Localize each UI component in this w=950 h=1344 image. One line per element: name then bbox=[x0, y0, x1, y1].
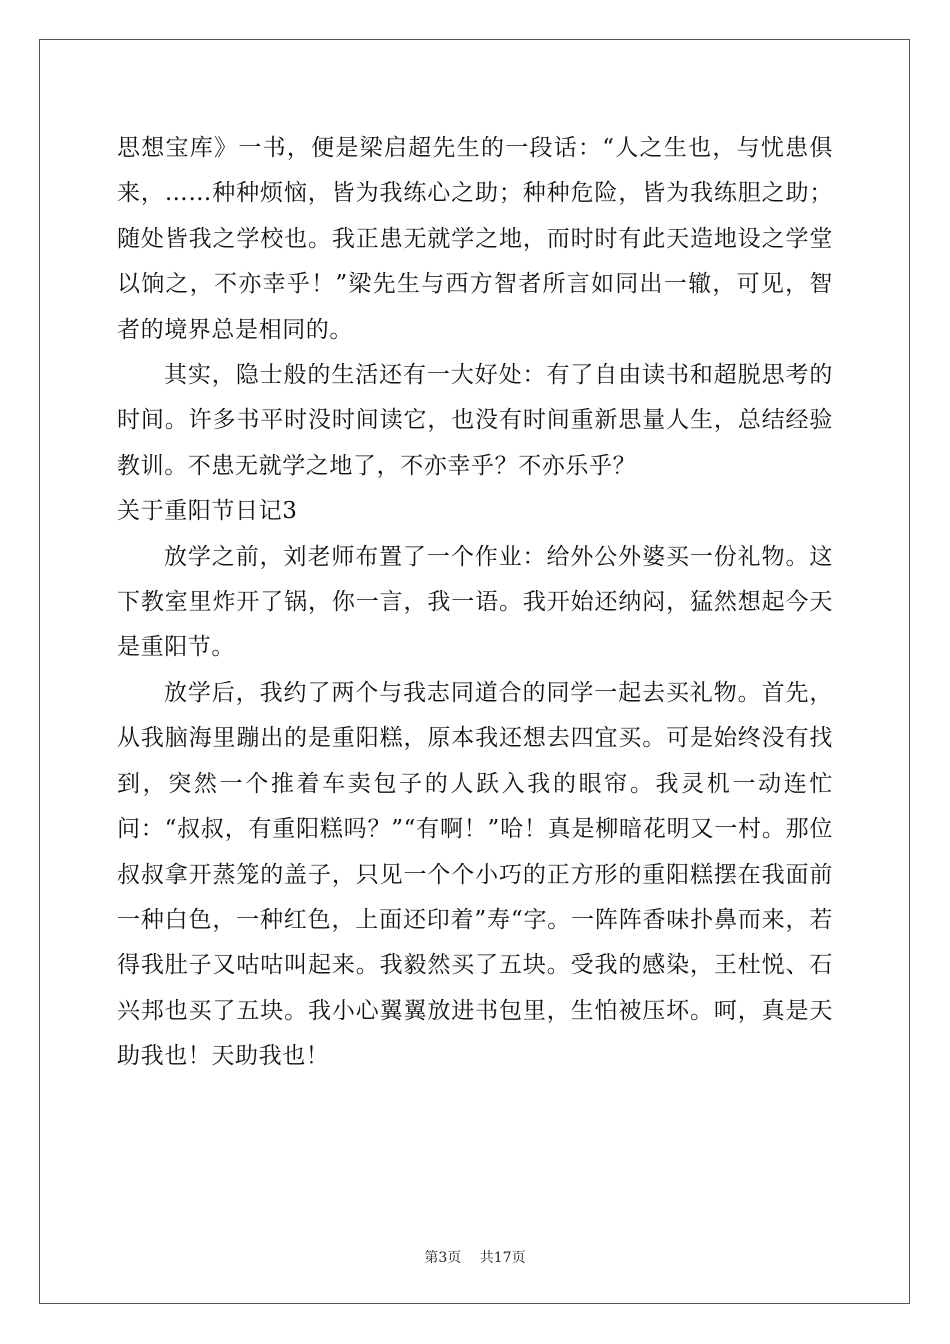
document-body bbox=[117, 126, 833, 1080]
page-footer bbox=[0, 1247, 950, 1267]
section-heading: 关于重阳节日记3 bbox=[117, 498, 298, 525]
paragraph: 放学之前，刘老师布置了一个作业：给外公外婆买一份礼物。这下教室里炸开了锅，你一言，我一语。我开始还纳闷，猛然想起今天是重阳节。 bbox=[117, 543, 833, 661]
paragraph: 放学后，我约了两个与我志同道合的同学一起去买礼物。首先，从我脑海里蹦出的是重阳糕，原本我还想去四宜买。可是始终没有找到，突然一个推着车卖包子的人跃入我的眼帘。我灵机一动连忙问：“叔叔，有重阳糕吗？”“有啊！”哈！真是柳暗花明又一村。那位叔叔拿开蒸笼的盖子，只见一个个小巧的正方形的重阳糕摆在我面前一种白色，一种红色，上面还印着”寿“字。一阵阵香味扑鼻而来，若得我肚子又咕咕叫起来。我毅然买了五块。受我的感染，王杜悦、石兴邦也买了五块。我小心翼翼放进书包里，生怕被压坏。呵，真是天助我也！天助我也！ bbox=[117, 679, 833, 1070]
page-total: 共17页 bbox=[479, 1250, 526, 1266]
paragraph: 其实，隐士般的生活还有一大好处：有了自由读书和超脱思考的时间。许多书平时没时间读它，也没有时间重新思量人生，总结经验教训。不患无就学之地了，不亦幸乎？不亦乐乎？ bbox=[117, 362, 833, 479]
page-number: 第3页 bbox=[424, 1250, 462, 1266]
paragraph-continued: 思想宝库》一书，便是梁启超先生的一段话：“人之生也，与忧患俱来，……种种烦恼，皆为我练心之助；种种危险，皆为我练胆之助；随处皆我之学校也。我正患无就学之地，而时时有此天造地设之学堂以饷之，不亦幸乎！”梁先生与西方智者所言如同出一辙，可见，智者的境界总是相同的。 bbox=[117, 135, 833, 343]
